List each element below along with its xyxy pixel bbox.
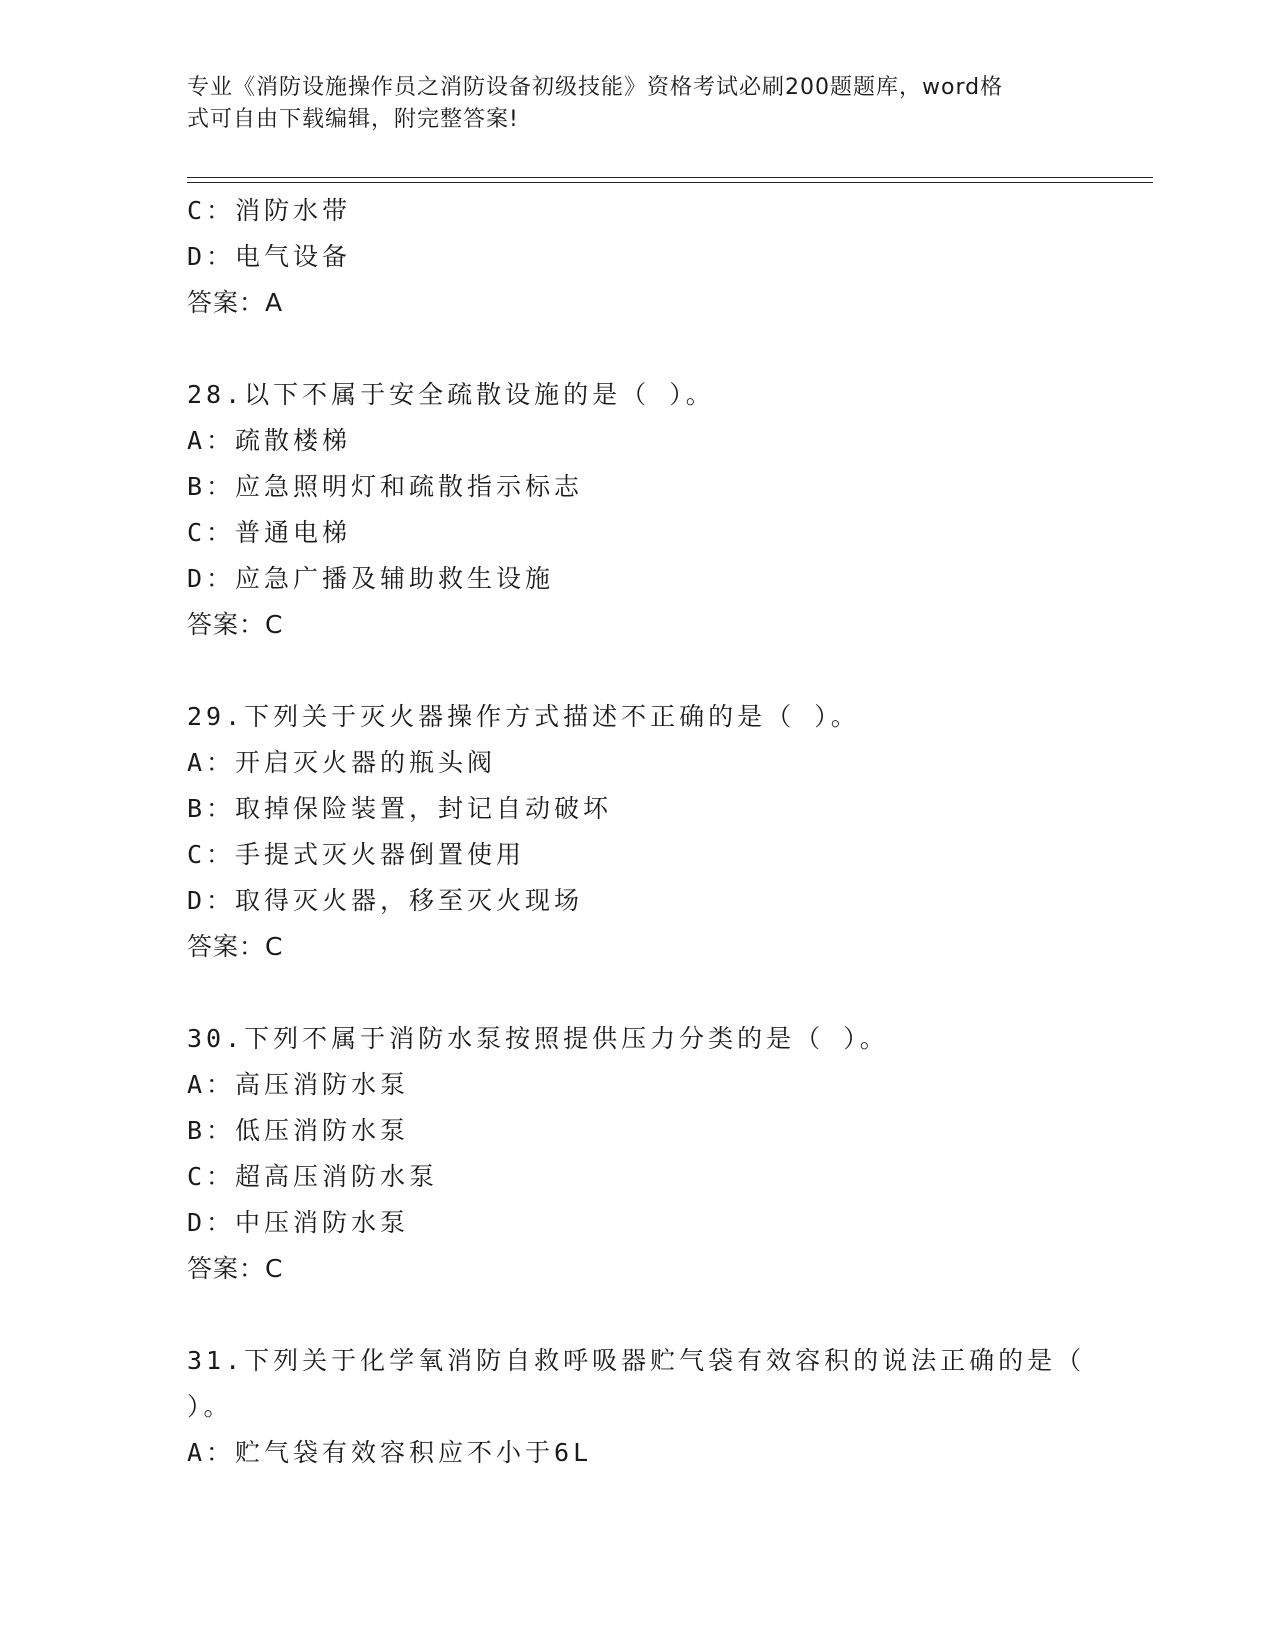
option-a: A：贮气袋有效容积应不小于6L — [187, 1438, 593, 1467]
spacer — [187, 970, 1087, 1016]
spacer — [187, 1292, 1087, 1338]
option-a: A：开启灭火器的瓶头阀 — [187, 748, 497, 777]
header-line-2: 式可自由下载编辑，附完整答案! — [187, 107, 519, 132]
option-d: D：取得灭火器，移至灭火现场 — [187, 886, 584, 915]
option-c: C：超高压消防水泵 — [187, 1162, 439, 1191]
question-block-28 — [187, 372, 1087, 648]
spacer — [187, 648, 1087, 694]
answer-line: 答案：C — [187, 610, 284, 639]
header-divider-bottom — [187, 182, 1153, 183]
option-c: C：消防水带 — [187, 196, 352, 225]
question-text: 30.下列不属于消防水泵按照提供压力分类的是（ ）。 — [187, 1024, 889, 1053]
option-b: B：取掉保险装置，封记自动破坏 — [187, 794, 613, 823]
option-d: D：电气设备 — [187, 242, 352, 271]
question-text-line-2: ）。 — [187, 1392, 233, 1421]
document-header — [187, 72, 1087, 136]
option-a: A：高压消防水泵 — [187, 1070, 410, 1099]
question-block-prev — [187, 188, 1087, 326]
header-divider-top — [187, 177, 1153, 178]
option-c: C：普通电梯 — [187, 518, 352, 547]
question-text-line-1: 31.下列关于化学氧消防自救呼吸器贮气袋有效容积的说法正确的是（ — [187, 1346, 1086, 1375]
answer-line: 答案：A — [187, 288, 284, 317]
option-d: D：应急广播及辅助救生设施 — [187, 564, 555, 593]
answer-line: 答案：C — [187, 932, 284, 961]
question-block-29 — [187, 694, 1087, 970]
spacer — [187, 326, 1087, 372]
option-b: B：低压消防水泵 — [187, 1116, 410, 1145]
option-c: C：手提式灭火器倒置使用 — [187, 840, 526, 869]
option-d: D：中压消防水泵 — [187, 1208, 410, 1237]
question-text: 28.以下不属于安全疏散设施的是（ ）。 — [187, 380, 715, 409]
question-block-31 — [187, 1338, 1087, 1476]
header-line-1: 专业《消防设施操作员之消防设备初级技能》资格考试必刷200题题库，word格 — [187, 75, 1004, 100]
answer-line: 答案：C — [187, 1254, 284, 1283]
question-list — [187, 188, 1087, 1476]
question-text: 29.下列关于灭火器操作方式描述不正确的是（ ）。 — [187, 702, 860, 731]
question-block-30 — [187, 1016, 1087, 1292]
option-b: B：应急照明灯和疏散指示标志 — [187, 472, 584, 501]
option-a: A：疏散楼梯 — [187, 426, 352, 455]
